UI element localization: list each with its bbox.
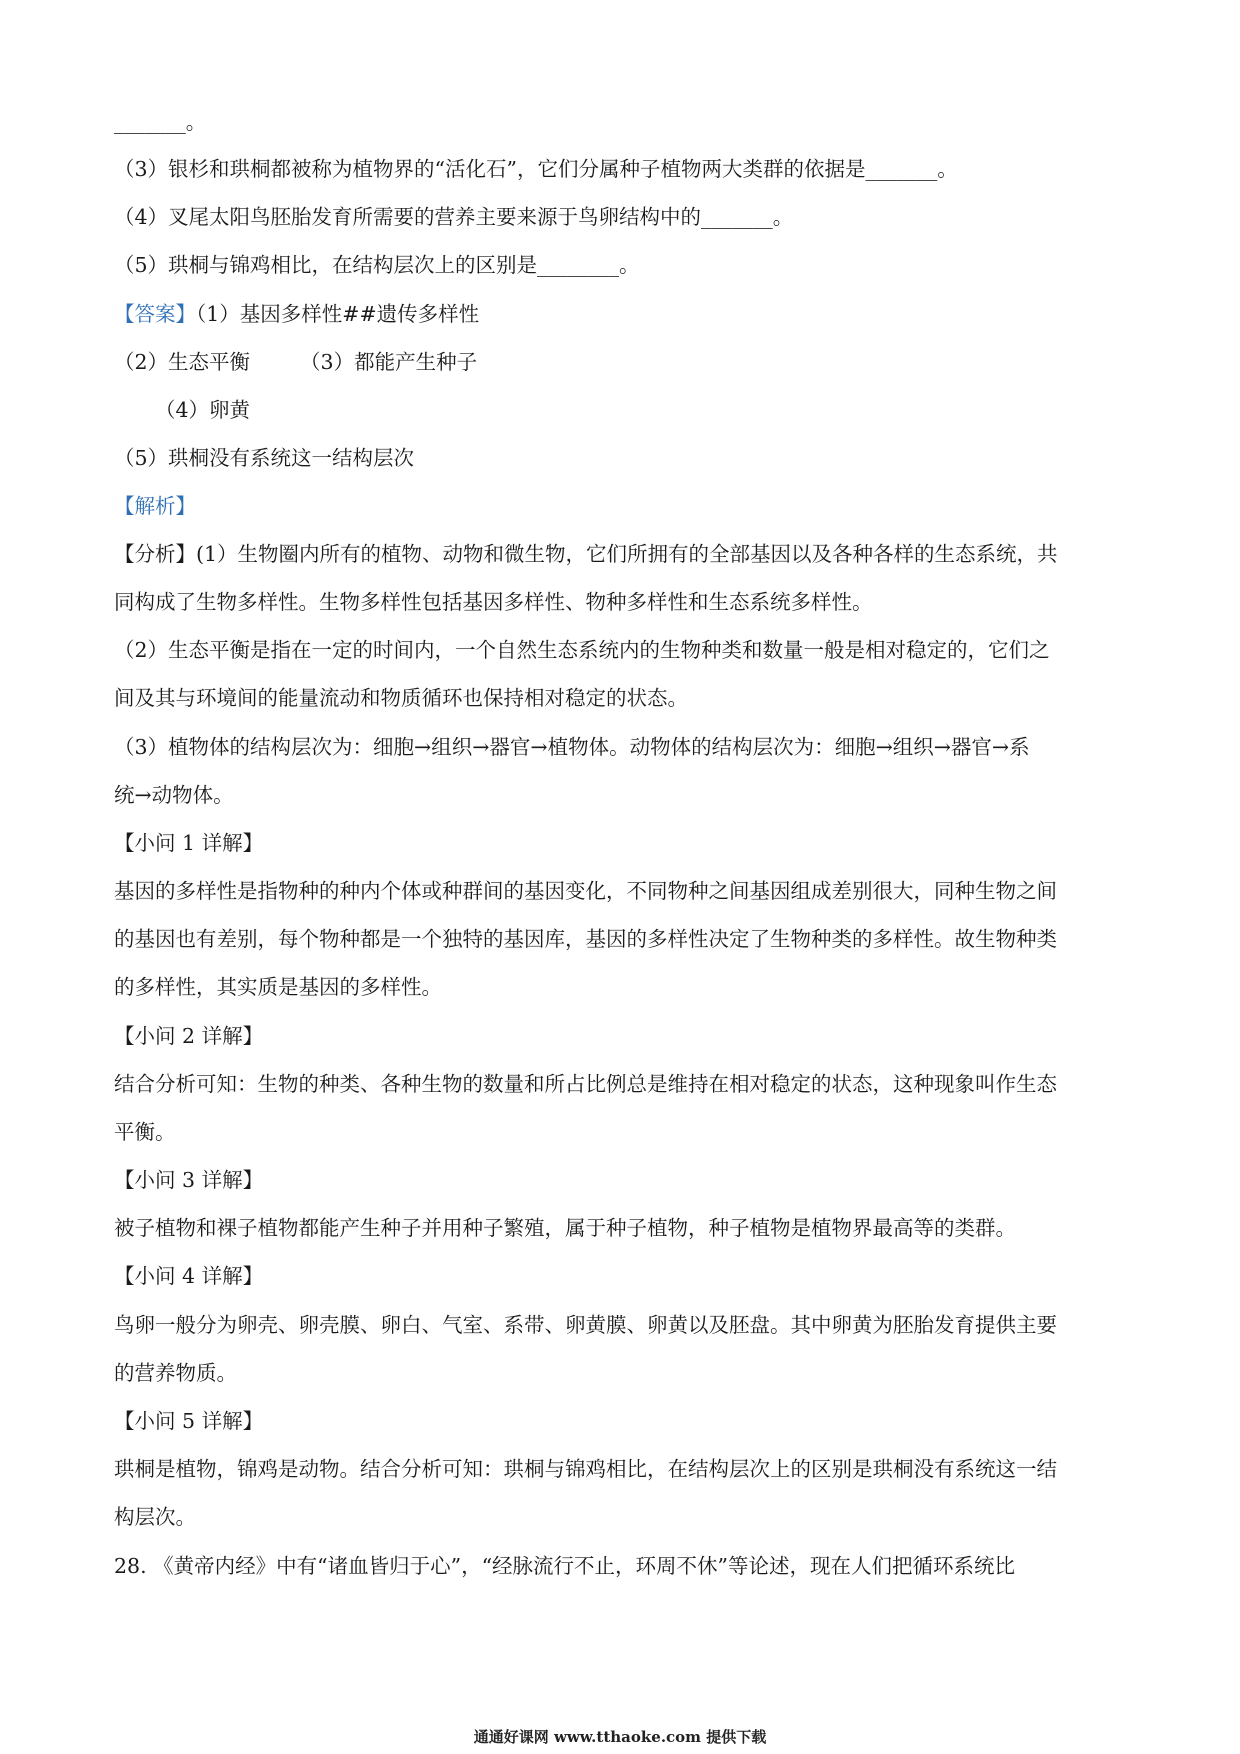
answer-tag: 【答案】 (114, 302, 196, 326)
subquestion-heading: 【小问 5 详解】 (114, 1409, 264, 1433)
analysis-line: 鸟卵一般分为卵壳、卵壳膜、卵白、气室、系带、卵黄膜、卵黄以及胚盘。其中卵黄为胚胎发育提供主要 (114, 1313, 1057, 1337)
subquestion-heading: 【小问 2 详解】 (114, 1024, 264, 1048)
answer-3: （3）都能产生种子 (300, 350, 478, 374)
answer-row-2 (114, 348, 1130, 376)
answer-row-1 (114, 300, 1130, 328)
footer-download-note: 通通好课网 www.tthaoke.com 提供下载 (473, 1728, 767, 1746)
analysis-line: 基因的多样性是指物种的种内个体或种群间的基因变化，不同物种之间基因组成差别很大，同种生物之间 (114, 879, 1057, 903)
analysis-line: 【分析】(1）生物圈内所有的植物、动物和微生物，它们所拥有的全部基因以及各种各样的生态系统，共 (114, 542, 1058, 566)
analysis-line: （3）植物体的结构层次为：细胞→组织→器官→植物体。动物体的结构层次为：细胞→组织→器官→系 (114, 735, 1030, 759)
analysis-line: 被子植物和裸子植物都能产生种子并用种子繁殖，属于种子植物，种子植物是植物界最高等的类群。 (114, 1216, 1016, 1240)
analysis-line: 平衡。 (114, 1120, 176, 1144)
question-5: （5）珙桐与锦鸡相比，在结构层次上的区别是________。 (114, 253, 640, 277)
answer-4: （4）卵黄 (155, 398, 251, 422)
subquestion-heading: 【小问 3 详解】 (114, 1168, 264, 1192)
analysis-line: 结合分析可知：生物的种类、各种生物的数量和所占比例总是维持在相对稳定的状态，这种现象叫作生态 (114, 1072, 1057, 1096)
analysis-line: 统→动物体。 (114, 783, 234, 807)
answer-1: （1）基因多样性##遗传多样性 (196, 302, 480, 326)
question-3: （3）银杉和珙桐都被称为植物界的“活化石”，它们分属种子植物两大类群的依据是_______。 (114, 157, 958, 181)
answer-5: （5）珙桐没有系统这一结构层次 (114, 446, 415, 470)
analysis-line: 的营养物质。 (114, 1361, 237, 1385)
answer-2: （2）生态平衡 (114, 350, 251, 374)
analysis-line: 珙桐是植物，锦鸡是动物。结合分析可知：珙桐与锦鸡相比，在结构层次上的区别是珙桐没有系统这一结 (114, 1457, 1057, 1481)
analysis-line: 的多样性，其实质是基因的多样性。 (114, 975, 442, 999)
analysis-line: 同构成了生物多样性。生物多样性包括基因多样性、物种多样性和生态系统多样性。 (114, 590, 873, 614)
analysis-line: （2）生态平衡是指在一定的时间内，一个自然生态系统内的生物种类和数量一般是相对稳定的，它们之 (114, 638, 1050, 662)
analysis-line: 间及其与环境间的能量流动和物质循环也保持相对稳定的状态。 (114, 686, 688, 710)
blank-line: _______。 (114, 110, 207, 134)
analysis-tag: 【解析】 (114, 494, 196, 518)
analysis-line: 构层次。 (114, 1505, 196, 1529)
subquestion-heading: 【小问 1 详解】 (114, 831, 264, 855)
question-28: 28. 《黄帝内经》中有“诸血皆归于心”，“经脉流行不止，环周不休”等论述，现在人们把循环系统比 (114, 1554, 1016, 1578)
analysis-line: 的基因也有差别，每个物种都是一个独特的基因库，基因的多样性决定了生物种类的多样性。故生物种类 (114, 927, 1057, 951)
subquestion-heading: 【小问 4 详解】 (114, 1264, 264, 1288)
question-4: （4）叉尾太阳鸟胚胎发育所需要的营养主要来源于鸟卵结构中的_______。 (114, 205, 794, 229)
